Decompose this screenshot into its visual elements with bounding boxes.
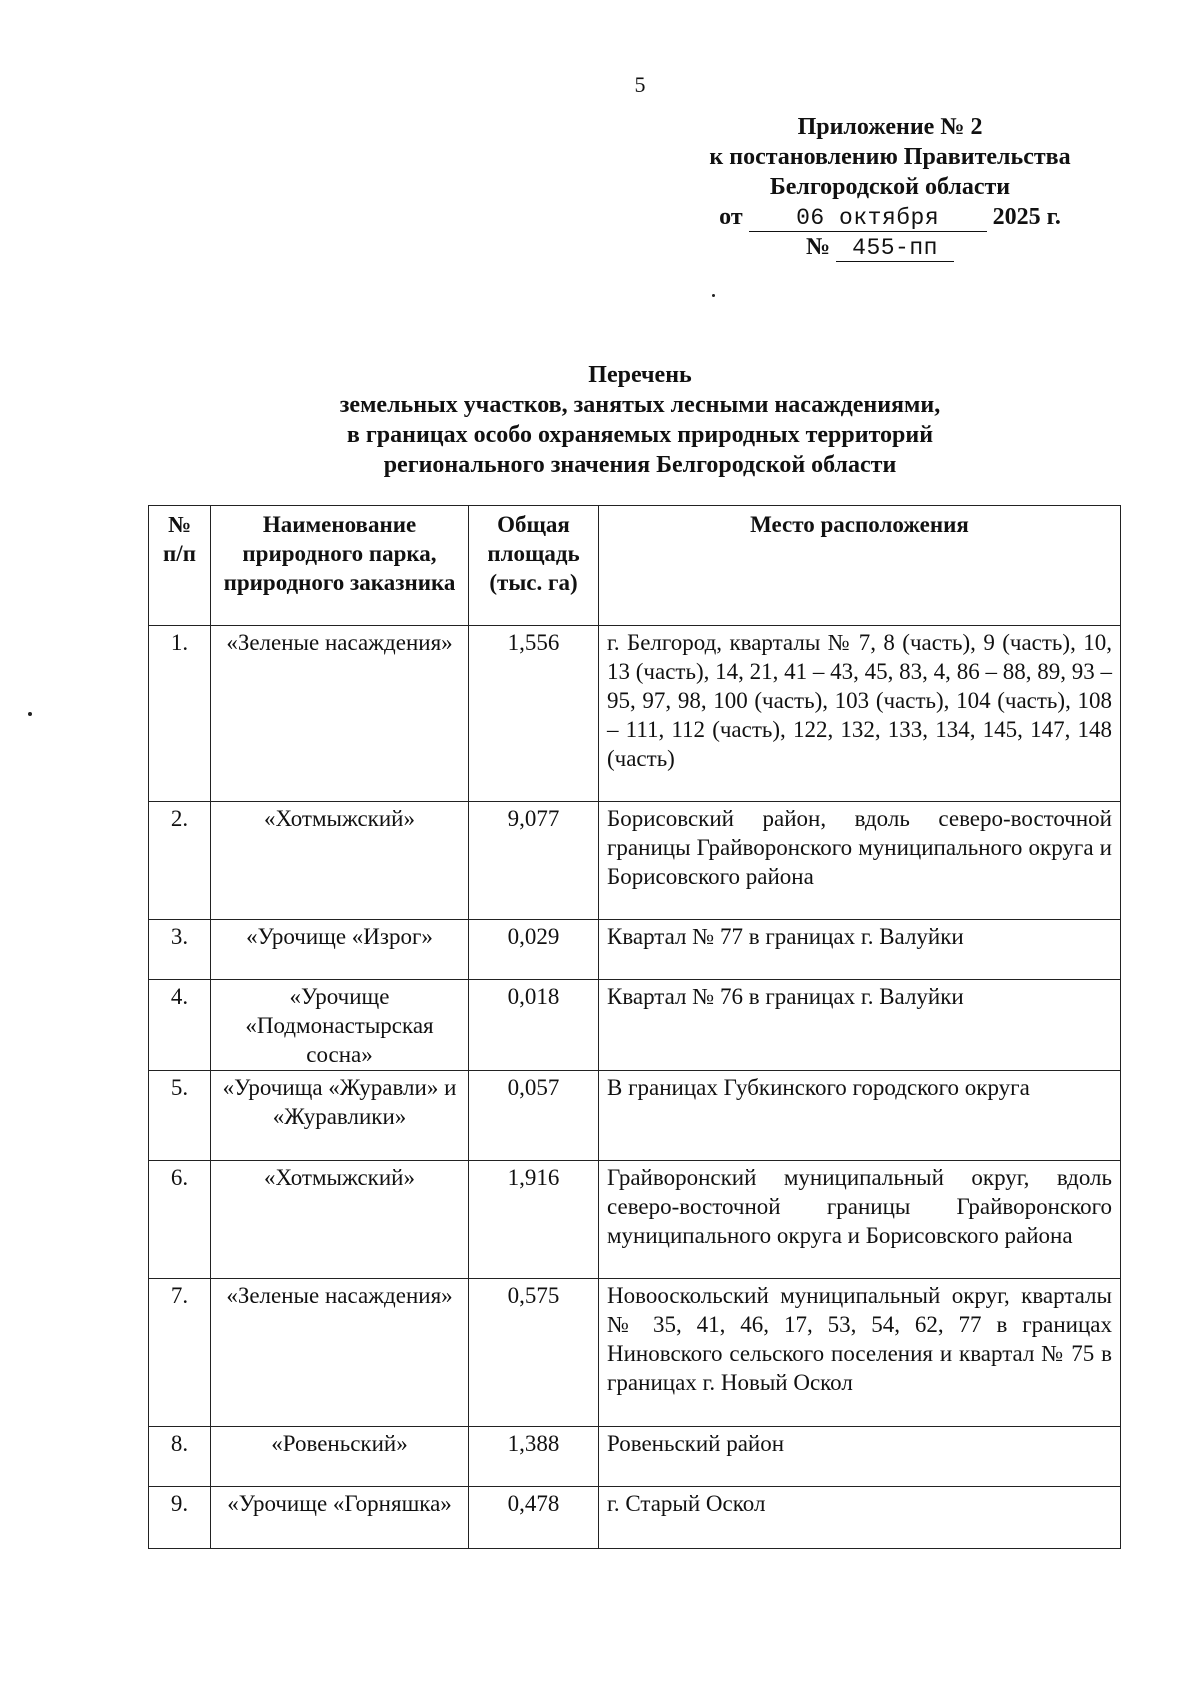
cell-location: Борисовский район, вдоль северо-восточной границы Грайворонского муниципального округа и Борисовского района — [599, 802, 1121, 920]
cell-name: «Хотмыжский» — [211, 802, 469, 920]
cell-number: 5. — [149, 1071, 211, 1161]
cell-location: г. Белгород, кварталы № 7, 8 (часть), 9 (часть), 10, 13 (часть), 14, 21, 41 – 43, 45, 83, 4, 86 – 88, 89, 93 – 95, 97, 98, 100 (часть), 103 (часть), 104 (часть), 108 – 111, 112 (часть), 122, 132, 133, 134, 145, 147, 148 (часть) — [599, 626, 1121, 802]
table-row — [149, 1279, 1121, 1427]
table-row — [149, 802, 1121, 920]
header-number: № п/п — [149, 506, 211, 626]
appendix-resolution: к постановлению Правительства — [709, 144, 1071, 170]
cell-number: 6. — [149, 1161, 211, 1279]
number-value: 455-пп — [836, 235, 954, 262]
header-location: Место расположения — [599, 506, 1121, 626]
cell-number: 2. — [149, 802, 211, 920]
cell-number: 3. — [149, 920, 211, 980]
table-row — [149, 920, 1121, 980]
cell-area: 0,575 — [469, 1279, 599, 1427]
land-plots-table — [148, 505, 1121, 1549]
scan-speck — [712, 294, 715, 297]
table-row — [149, 1161, 1121, 1279]
cell-number: 1. — [149, 626, 211, 802]
appendix-number-row — [660, 232, 1100, 262]
page-number: 5 — [634, 72, 646, 97]
table-row — [149, 980, 1121, 1071]
cell-location: Грайворонский муниципальный округ, вдоль северо-восточной границы Грайворонского муниципального округа и Борисовского района — [599, 1161, 1121, 1279]
cell-location: В границах Губкинского городского округа — [599, 1071, 1121, 1161]
cell-location: Новооскольский муниципальный округ, кварталы № 35, 41, 46, 17, 53, 54, 62, 77 в границах Ниновского сельского поселения и квартал № 75 в границах г. Новый Оскол — [599, 1279, 1121, 1427]
cell-name: «Урочище «Изрог» — [211, 920, 469, 980]
cell-location: г. Старый Оскол — [599, 1487, 1121, 1549]
cell-name: «Хотмыжский» — [211, 1161, 469, 1279]
appendix-block — [680, 112, 1100, 262]
date-value: 06 октября — [749, 205, 987, 232]
cell-area: 9,077 — [469, 802, 599, 920]
cell-name: «Зеленые насаждения» — [211, 1279, 469, 1427]
appendix-region: Белгородской области — [769, 174, 1011, 200]
cell-area: 1,916 — [469, 1161, 599, 1279]
cell-number: 9. — [149, 1487, 211, 1549]
date-suffix: 2025 г. — [992, 204, 1061, 230]
cell-area: 0,018 — [469, 980, 599, 1071]
appendix-date-row — [680, 202, 1100, 232]
cell-name: «Зеленые насаждения» — [211, 626, 469, 802]
header-area: Общая площадь (тыс. га) — [469, 506, 599, 626]
appendix-title: Приложение № 2 — [797, 114, 983, 140]
title-line-4: регионального значения Белгородской области — [383, 452, 897, 478]
title-line-3: в границах особо охраняемых природных территорий — [346, 422, 934, 448]
table-row — [149, 1071, 1121, 1161]
table-row — [149, 1427, 1121, 1487]
table-header-row — [149, 506, 1121, 626]
title-line-2: земельных участков, занятых лесными насаждениями, — [339, 392, 941, 418]
cell-number: 7. — [149, 1279, 211, 1427]
cell-name: «Урочища «Журавли» и «Журавлики» — [211, 1071, 469, 1161]
date-prefix: от — [719, 204, 743, 230]
cell-area: 0,478 — [469, 1487, 599, 1549]
table-row — [149, 626, 1121, 802]
cell-area: 1,388 — [469, 1427, 599, 1487]
cell-area: 0,057 — [469, 1071, 599, 1161]
cell-name: «Ровеньский» — [211, 1427, 469, 1487]
cell-area: 1,556 — [469, 626, 599, 802]
cell-name: «Урочище «Горняшка» — [211, 1487, 469, 1549]
cell-location: Квартал № 76 в границах г. Валуйки — [599, 980, 1121, 1071]
cell-number: 4. — [149, 980, 211, 1071]
header-name: Наименование природного парка, природного заказника — [211, 506, 469, 626]
list-title — [290, 360, 990, 480]
cell-name: «Урочище «Подмонастырская сосна» — [211, 980, 469, 1071]
table-row — [149, 1487, 1121, 1549]
cell-location: Квартал № 77 в границах г. Валуйки — [599, 920, 1121, 980]
number-prefix: № — [805, 234, 831, 260]
scan-speck — [28, 712, 32, 716]
title-line-1: Перечень — [588, 362, 692, 388]
cell-number: 8. — [149, 1427, 211, 1487]
cell-location: Ровеньский район — [599, 1427, 1121, 1487]
cell-area: 0,029 — [469, 920, 599, 980]
